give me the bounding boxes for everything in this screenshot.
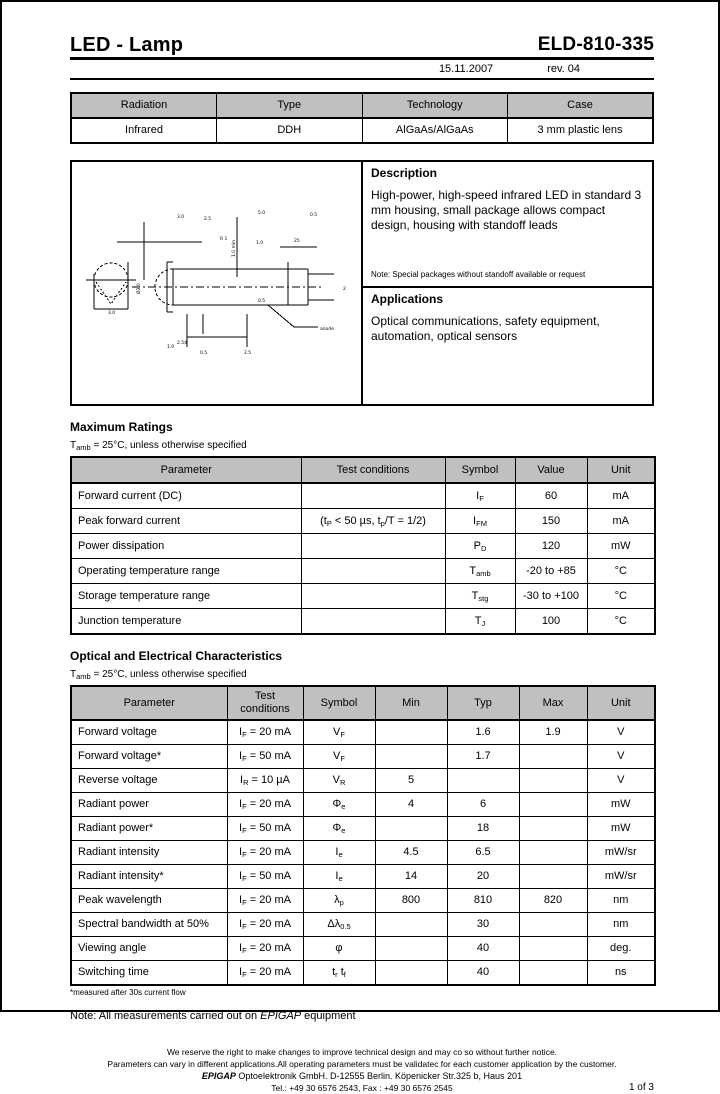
cond-subscript: amb — [76, 672, 91, 681]
symbol-base: T — [469, 564, 477, 577]
row-min — [375, 745, 447, 769]
symbol-base: V — [332, 774, 340, 786]
row-symbol — [445, 609, 515, 635]
row-value: -30 to +100 — [515, 584, 587, 609]
col-technology: Technology — [362, 93, 508, 118]
row-parameter: Spectral bandwidth at 50% — [71, 913, 227, 937]
optical-electrical-heading: Optical and Electrical Characteristics — [70, 649, 283, 663]
row-min: 5 — [375, 769, 447, 793]
cond-text: = 25°C, unless otherwise specified — [90, 669, 247, 680]
symbol-base: Φ — [332, 822, 342, 834]
col-symbol: Symbol — [445, 457, 515, 483]
row-parameter: Forward voltage* — [71, 745, 227, 769]
row-typ: 30 — [447, 913, 519, 937]
symbol-subscript: amb — [476, 568, 491, 578]
table-row — [71, 889, 655, 913]
symbol-base: I — [239, 726, 243, 738]
cond-subscript: amb — [76, 443, 91, 452]
row-typ: 1.7 — [447, 745, 519, 769]
col-parameter: Parameter — [71, 686, 227, 720]
row-parameter: Forward voltage — [71, 720, 227, 745]
row-max: 1.9 — [519, 720, 587, 745]
dim-label: 0.5 — [310, 213, 318, 218]
row-parameter: Storage temperature range — [71, 584, 301, 609]
symbol-base: P — [473, 539, 481, 552]
col-min: Min — [375, 686, 447, 720]
row-max: 820 — [519, 889, 587, 913]
symbol-base: λ — [334, 894, 340, 906]
description-body: High-power, high-speed infrared LED in standard 3 mm housing, small package allows compact design, housing with standoff leads — [371, 188, 642, 232]
row-unit: V — [587, 720, 655, 745]
row-test-conditions: $I_R = 10$ µA — [227, 769, 303, 793]
table-row — [71, 913, 655, 937]
col-test-conditions: Test conditions — [227, 686, 303, 720]
header-meta — [70, 60, 654, 80]
row-test-conditions: $I_F = 20$ mA — [227, 841, 303, 865]
row-test-conditions: $I_F = 20$ mA — [227, 889, 303, 913]
dim-label: 2 — [343, 287, 346, 292]
company-name: EPIGAP — [201, 1071, 236, 1081]
mechanical-drawing-svg — [72, 162, 360, 404]
row-parameter: Peak wavelength — [71, 889, 227, 913]
address-text: Optoelektronik GmbH. D-12555 Berlin. Köpenicker Str.325 b, Haus 201 — [235, 1071, 523, 1081]
symbol-subscript: r — [335, 970, 338, 979]
dim-label: R 1 — [220, 237, 228, 242]
row-symbol — [445, 483, 515, 509]
row-symbol — [445, 559, 515, 584]
package-drawing — [72, 162, 363, 404]
value-case: 3 mm plastic lens — [508, 118, 654, 143]
row-typ: 1.6 — [447, 720, 519, 745]
dim-label: 25 — [294, 239, 300, 244]
row-symbol — [303, 937, 375, 961]
symbol-base: I — [476, 489, 480, 502]
symbol-subscript: FM — [476, 518, 487, 528]
table-header-row — [71, 93, 653, 118]
row-max — [519, 817, 587, 841]
symbol-subscript: J — [481, 618, 486, 628]
row-value: 60 — [515, 483, 587, 509]
row-max — [519, 745, 587, 769]
row-parameter: Operating temperature range — [71, 559, 301, 584]
table-row — [71, 841, 655, 865]
document-revision: rev. 04 — [547, 63, 580, 75]
row-typ: 40 — [447, 937, 519, 961]
row-unit: V — [587, 745, 655, 769]
symbol-subscript: F — [242, 754, 247, 763]
row-unit: ns — [587, 961, 655, 986]
col-unit: Unit — [587, 686, 655, 720]
row-value: 120 — [515, 534, 587, 559]
row-test-conditions — [301, 609, 445, 635]
col-type: Type — [217, 93, 363, 118]
symbol-subscript: F — [242, 826, 247, 835]
maximum-ratings-body — [71, 483, 655, 634]
row-unit: deg. — [587, 937, 655, 961]
symbol-base: I — [239, 966, 243, 978]
symbol-subscript: F — [242, 730, 247, 739]
row-symbol — [303, 769, 375, 793]
cond-symbol: T — [70, 440, 77, 451]
page-number: 1 of 3 — [628, 1082, 654, 1093]
symbol-base: I — [473, 514, 477, 527]
row-min — [375, 961, 447, 986]
document-date: 15.11.2007 — [438, 63, 494, 75]
row-typ: 20 — [447, 865, 519, 889]
row-unit: mA — [587, 483, 655, 509]
row-symbol — [303, 720, 375, 745]
row-unit: mW/sr — [587, 841, 655, 865]
symbol-subscript: F — [340, 730, 345, 739]
row-unit: mW — [587, 817, 655, 841]
row-unit: mW — [587, 793, 655, 817]
symbol-subscript: e — [338, 874, 343, 883]
value-type: DDH — [217, 118, 363, 143]
symbol-base: I — [239, 822, 243, 834]
legal-contact: Tel.: +49 30 6576 2543, Fax : +49 30 6576 2545 — [271, 1083, 453, 1093]
row-typ: 18 — [447, 817, 519, 841]
row-parameter: Radiant intensity — [71, 841, 227, 865]
dim-label: anode — [320, 327, 334, 332]
col-parameter: Parameter — [71, 457, 301, 483]
row-symbol — [303, 793, 375, 817]
symbol-subscript: p — [339, 898, 344, 907]
row-test-conditions — [301, 559, 445, 584]
symbol-base: I — [335, 846, 339, 858]
dim-label: 5.0 — [258, 211, 266, 216]
symbol-subscript: R — [339, 778, 346, 787]
row-symbol — [303, 961, 375, 986]
row-parameter: Forward current (DC) — [71, 483, 301, 509]
note-suffix: equipment — [301, 1010, 356, 1022]
dim-label: 3.0 — [177, 215, 185, 220]
part-number: ELD-810-335 — [537, 34, 654, 55]
row-symbol — [303, 865, 375, 889]
dim-label: 0.5 — [200, 351, 208, 356]
row-test-conditions: $I_F = 50$ mA — [227, 817, 303, 841]
table-row — [71, 609, 655, 635]
maximum-ratings-table — [70, 456, 656, 635]
row-test-conditions: $I_F = 50$ mA — [227, 745, 303, 769]
col-unit: Unit — [587, 457, 655, 483]
dim-label: 2.5 — [244, 351, 252, 356]
symbol-base: I — [239, 918, 243, 930]
row-test-conditions: $I_F = 20$ mA — [227, 720, 303, 745]
symbol-base: V — [333, 726, 341, 738]
row-min: 14 — [375, 865, 447, 889]
row-typ: 6 — [447, 793, 519, 817]
row-unit: mW/sr — [587, 865, 655, 889]
symbol-subscript: F — [479, 493, 484, 503]
row-unit: V — [587, 769, 655, 793]
symbol-base: Δλ — [327, 918, 341, 930]
table-row — [71, 720, 655, 745]
col-max: Max — [519, 686, 587, 720]
symbol-subscript: e — [341, 826, 346, 835]
dim-label: 0.5 — [258, 299, 266, 304]
dim-label: 2.5 — [204, 217, 212, 222]
symbol-base: φ — [335, 942, 343, 954]
symbol-subscript: e — [338, 850, 343, 859]
table-row — [71, 745, 655, 769]
value-radiation: Infrared — [71, 118, 217, 143]
document-header — [70, 34, 654, 60]
col-value: Value — [515, 457, 587, 483]
optical-electrical-condition — [70, 669, 654, 680]
cond-symbol: T — [70, 669, 77, 680]
table-row — [71, 584, 655, 609]
description-pane — [363, 162, 652, 288]
dim-label: 1.0 — [256, 241, 264, 246]
legal-footer — [70, 1046, 654, 1094]
symbol-base: T — [474, 614, 482, 627]
page-content — [70, 34, 654, 1094]
row-test-conditions: $I_F = 20$ mA — [227, 937, 303, 961]
symbol-base: I — [239, 846, 243, 858]
row-parameter: Radiant intensity* — [71, 865, 227, 889]
legal-line-1: We reserve the right to make changes to improve technical design and may co so without further notice. — [166, 1047, 558, 1057]
row-test-conditions — [301, 483, 445, 509]
col-test-conditions: Test conditions — [301, 457, 445, 483]
row-max — [519, 913, 587, 937]
note-prefix: Note: All measurements carried out on — [70, 1010, 261, 1022]
table-row — [71, 509, 655, 534]
table-header-row — [71, 457, 655, 483]
row-symbol — [445, 534, 515, 559]
overview-block — [70, 160, 654, 406]
col-symbol: Symbol — [303, 686, 375, 720]
maximum-ratings-condition — [70, 440, 654, 451]
table-row — [71, 937, 655, 961]
row-min: 800 — [375, 889, 447, 913]
row-symbol — [445, 509, 515, 534]
applications-heading: Applications — [371, 292, 444, 306]
row-unit: °C — [587, 609, 655, 635]
row-parameter: Peak forward current — [71, 509, 301, 534]
row-typ: 810 — [447, 889, 519, 913]
table-row — [71, 769, 655, 793]
table-row — [71, 817, 655, 841]
row-value: 150 — [515, 509, 587, 534]
value-technology: AlGaAs/AlGaAs — [362, 118, 508, 143]
applications-pane — [363, 288, 652, 404]
row-symbol — [303, 745, 375, 769]
row-test-conditions: $I_F = 50$ mA — [227, 865, 303, 889]
product-overview-table — [70, 92, 654, 144]
row-max — [519, 793, 587, 817]
table-header-row — [71, 686, 655, 720]
symbol-base: I — [239, 894, 243, 906]
table-row — [71, 483, 655, 509]
symbol-base: I — [239, 798, 243, 810]
row-test-conditions: $I_F = 20$ mA — [227, 961, 303, 986]
table-row — [71, 118, 653, 143]
row-unit: °C — [587, 559, 655, 584]
row-max — [519, 769, 587, 793]
description-note: Note: Special packages without standoff available or request — [371, 270, 586, 279]
maximum-ratings-heading: Maximum Ratings — [70, 420, 173, 434]
symbol-subscript: F — [242, 946, 247, 955]
row-test-conditions: $I_F = 20$ mA — [227, 913, 303, 937]
info-text-column — [363, 162, 652, 404]
symbol-subscript-2: f — [343, 970, 346, 979]
row-symbol — [303, 841, 375, 865]
row-unit: °C — [587, 584, 655, 609]
table-row — [71, 534, 655, 559]
dim-label: 3.0 — [108, 311, 116, 316]
row-min — [375, 913, 447, 937]
applications-body: Optical communications, safety equipment, automation, optical sensors — [371, 314, 600, 343]
row-unit: nm — [587, 913, 655, 937]
row-max — [519, 961, 587, 986]
dim-label: 2.54 — [177, 341, 188, 346]
row-typ — [447, 769, 519, 793]
symbol-subscript: F — [340, 754, 345, 763]
row-min — [375, 817, 447, 841]
row-symbol — [445, 584, 515, 609]
row-value: 100 — [515, 609, 587, 635]
row-symbol — [303, 913, 375, 937]
symbol-subscript: F — [242, 802, 247, 811]
row-test-conditions: ($t_P < 50$ µs, $t_p/T = 1/2$) — [301, 509, 445, 534]
row-min — [375, 720, 447, 745]
row-parameter: Junction temperature — [71, 609, 301, 635]
symbol-subscript: D — [480, 543, 487, 553]
row-symbol — [303, 889, 375, 913]
description-heading: Description — [371, 166, 438, 180]
symbol-base-2: t — [337, 966, 344, 978]
symbol-subscript: R — [243, 778, 249, 787]
symbol-base: I — [239, 942, 243, 954]
legal-line-2: Parameters can vary in different applications.All operating parameters must be validatec for each customer application by the customer. — [107, 1059, 617, 1069]
symbol-base: I — [239, 870, 243, 882]
symbol-base: t — [332, 966, 336, 978]
symbol-base: I — [240, 774, 244, 786]
row-parameter: Radiant power — [71, 793, 227, 817]
dim-label: 1.0 — [167, 345, 175, 350]
row-value: -20 to +85 — [515, 559, 587, 584]
legal-address — [70, 1070, 654, 1082]
table-footnote: *measured after 30s current flow — [70, 988, 186, 997]
row-min: 4 — [375, 793, 447, 817]
symbol-subscript: F — [242, 898, 247, 907]
symbol-subscript: 0.5 — [340, 922, 351, 931]
optical-electrical-body — [71, 720, 655, 985]
optical-electrical-table — [70, 685, 656, 986]
dim-label: 1.0 min — [232, 239, 237, 257]
row-test-conditions — [301, 534, 445, 559]
symbol-base: V — [333, 750, 341, 762]
row-unit: mW — [587, 534, 655, 559]
col-typ: Typ — [447, 686, 519, 720]
row-parameter: Radiant power* — [71, 817, 227, 841]
table-row — [71, 961, 655, 986]
row-test-conditions — [301, 584, 445, 609]
row-test-conditions: $I_F = 20$ mA — [227, 793, 303, 817]
col-case: Case — [508, 93, 654, 118]
row-parameter: Switching time — [71, 961, 227, 986]
note-brand: EPIGAP — [260, 1010, 302, 1022]
row-max — [519, 937, 587, 961]
row-parameter: Reverse voltage — [71, 769, 227, 793]
symbol-base: Φ — [332, 798, 342, 810]
symbol-base: I — [239, 750, 243, 762]
symbol-subscript: F — [242, 922, 247, 931]
table-row — [71, 793, 655, 817]
row-symbol — [303, 817, 375, 841]
row-parameter: Power dissipation — [71, 534, 301, 559]
symbol-subscript: F — [242, 850, 247, 859]
row-min: 4.5 — [375, 841, 447, 865]
table-row — [71, 865, 655, 889]
dim-label: Ø3.0 — [137, 283, 142, 294]
row-unit: nm — [587, 889, 655, 913]
page-title: LED - Lamp — [70, 34, 184, 56]
symbol-base: I — [335, 870, 339, 882]
row-typ: 6.5 — [447, 841, 519, 865]
row-max — [519, 865, 587, 889]
symbol-subscript: F — [242, 874, 247, 883]
row-unit: mA — [587, 509, 655, 534]
row-typ: 40 — [447, 961, 519, 986]
cond-text: = 25°C, unless otherwise specified — [90, 440, 247, 451]
row-max — [519, 841, 587, 865]
symbol-subscript: stg — [478, 593, 489, 603]
symbol-subscript: F — [242, 970, 247, 979]
row-min — [375, 937, 447, 961]
symbol-base: T — [471, 589, 479, 602]
row-parameter: Viewing angle — [71, 937, 227, 961]
table-row — [71, 559, 655, 584]
symbol-subscript: e — [341, 802, 346, 811]
col-radiation: Radiation — [71, 93, 217, 118]
